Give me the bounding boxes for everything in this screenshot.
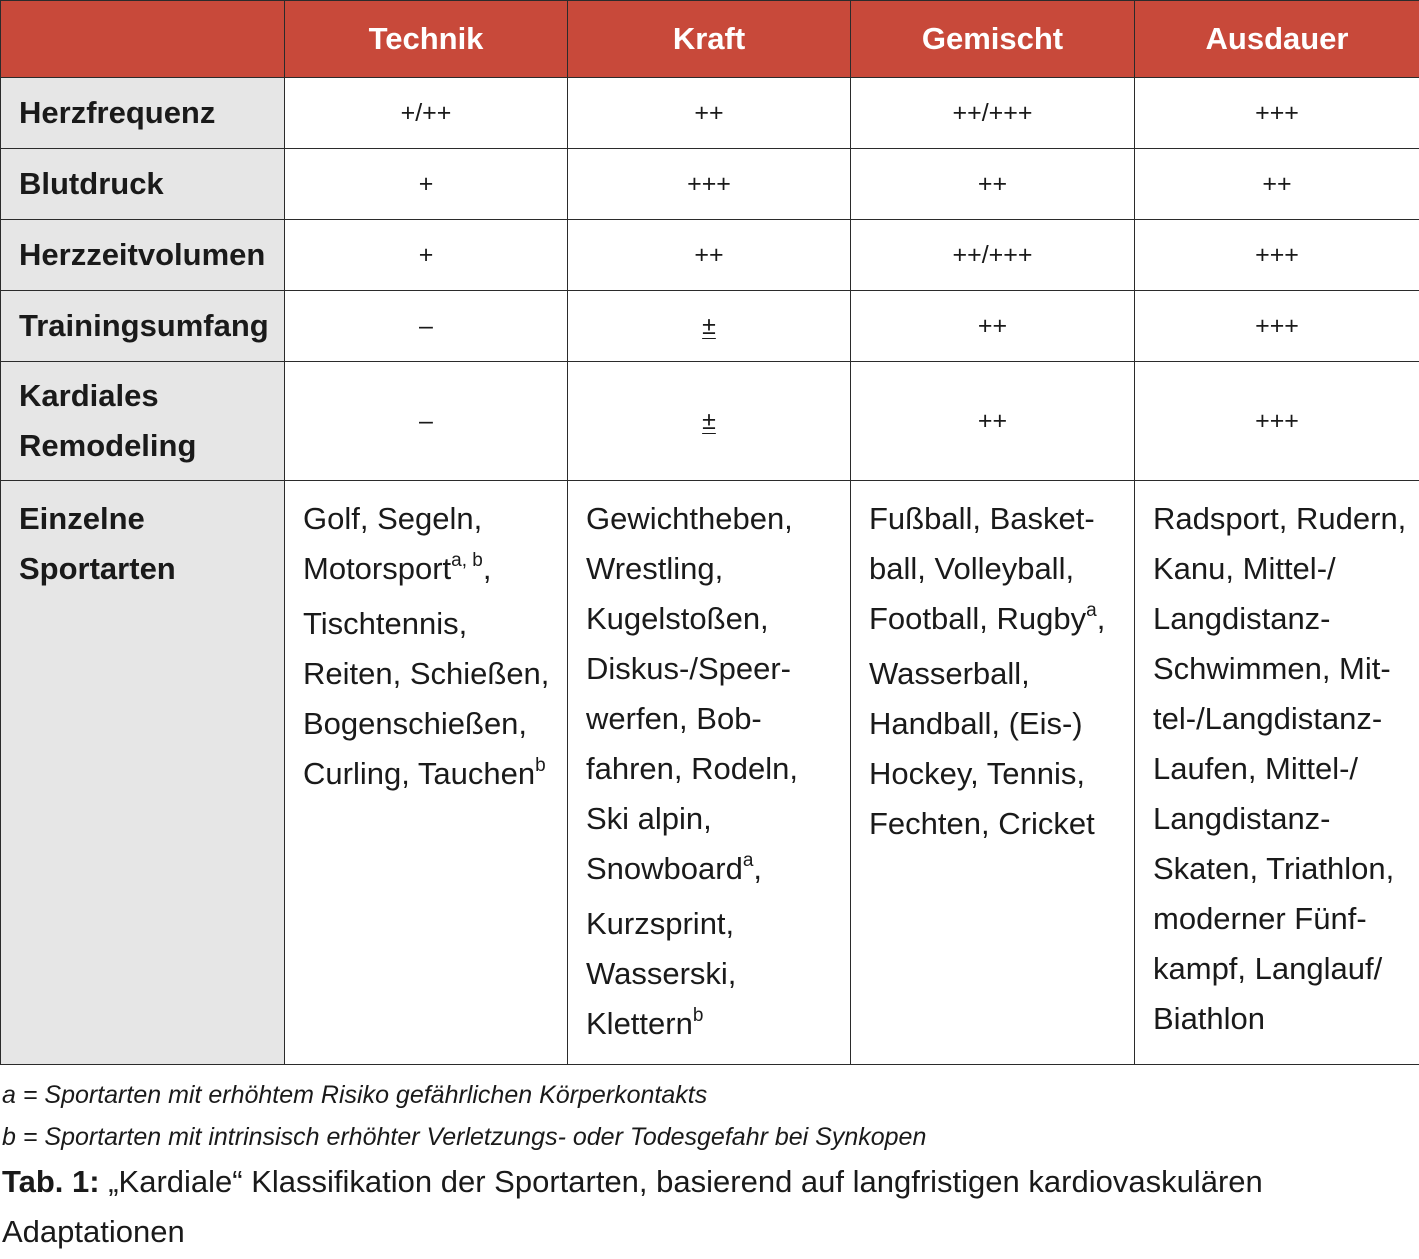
sports-list-technik xyxy=(285,481,568,1065)
sport-list-line xyxy=(586,694,844,744)
sport-list-line xyxy=(586,899,844,949)
sport-list-line xyxy=(586,594,844,644)
sport-text: Kugelstoßen, xyxy=(586,601,769,636)
sports-list-gemischt xyxy=(851,481,1135,1065)
row-label-blutdruck xyxy=(1,149,285,220)
sport-list-line xyxy=(1153,594,1413,644)
sport-text: kampf, Langlauf/ xyxy=(1153,951,1383,986)
sport-text: Reiten, Schießen, xyxy=(303,656,550,691)
row-label-text: Blutdruck xyxy=(19,166,164,201)
row-label-herzzeitvolumen xyxy=(1,220,285,291)
sport-text: Snowboard xyxy=(586,851,743,886)
sport-text: Curling, Tauchen xyxy=(303,756,536,791)
sport-text: Fechten, Cricket xyxy=(869,806,1095,841)
sport-list-line xyxy=(869,649,1128,699)
sport-text: Skaten, Triathlon, xyxy=(1153,851,1395,886)
table-cell: ++ xyxy=(851,362,1135,481)
sport-list-line xyxy=(586,494,844,544)
row-label-text: Herzfrequenz xyxy=(19,95,216,130)
footnote-marker: b xyxy=(692,1005,704,1026)
sport-text: Schwimmen, Mit- xyxy=(1153,651,1391,686)
sport-text: Motorsport xyxy=(303,551,452,586)
column-header-gemischt: Gemischt xyxy=(851,1,1135,78)
sport-list-line xyxy=(1153,794,1413,844)
footnote-marker: b xyxy=(535,755,546,776)
sports-list-ausdauer xyxy=(1135,481,1419,1065)
sport-text: Langdistanz- xyxy=(1153,801,1331,836)
sport-list-line xyxy=(586,844,844,899)
sport-text: Wrestling, xyxy=(586,551,724,586)
table-row xyxy=(1,78,1419,149)
table-row xyxy=(1,362,1419,481)
column-header-ausdauer: Ausdauer xyxy=(1135,1,1419,78)
sport-list-line xyxy=(869,494,1128,544)
table-cell: + xyxy=(285,149,568,220)
sport-list-line xyxy=(586,644,844,694)
caption-text: „Kardiale“ Klassifikation der Sportarten, basierend auf langfristigen kardiovaskulären Adaptationen xyxy=(2,1164,1263,1249)
sport-text: Fußball, Basket- xyxy=(869,501,1095,536)
sport-list-line xyxy=(303,649,561,699)
row-label-text: Kardiales xyxy=(19,378,159,413)
sport-text: Langdistanz- xyxy=(1153,601,1331,636)
row-label-einzelne-sportarten xyxy=(1,481,285,1065)
sport-list-line xyxy=(1153,944,1413,994)
table-row xyxy=(1,291,1419,362)
sport-text: werfen, Bob- xyxy=(586,701,762,736)
sport-list-line xyxy=(586,999,844,1054)
table-cell: +++ xyxy=(1135,291,1419,362)
footnotes xyxy=(2,1074,926,1158)
sport-text-suffix: , xyxy=(753,851,763,886)
table-cell: ++ xyxy=(851,291,1135,362)
sport-text: fahren, Rodeln, xyxy=(586,751,798,786)
row-label-text: Sportarten xyxy=(19,551,176,586)
plus-minus-value: ± xyxy=(702,311,716,340)
sport-list-line xyxy=(586,744,844,794)
sport-list-line xyxy=(1153,844,1413,894)
sport-text: ball, Volleyball, xyxy=(869,551,1075,586)
header-row xyxy=(1,1,1419,78)
sport-text: tel-/Langdistanz- xyxy=(1153,701,1383,736)
sport-text: Kanu, Mittel-/ xyxy=(1153,551,1336,586)
header-corner-cell xyxy=(1,1,285,78)
sport-list-line xyxy=(586,949,844,999)
sport-text-suffix: , xyxy=(482,551,492,586)
plus-minus-value: ± xyxy=(702,406,716,435)
table-row-sports xyxy=(1,481,1419,1065)
sports-list-kraft xyxy=(568,481,851,1065)
table-cell: ++/+++ xyxy=(851,78,1135,149)
sport-list-line xyxy=(303,494,561,544)
table-cell: +++ xyxy=(568,149,851,220)
sport-text: Kurzsprint, xyxy=(586,906,735,941)
sport-list-line xyxy=(586,544,844,594)
sport-text: Biathlon xyxy=(1153,1001,1266,1036)
row-label-text: Trainingsumfang xyxy=(19,308,269,343)
sport-text: Football, Rugby xyxy=(869,601,1087,636)
row-label-trainingsumfang xyxy=(1,291,285,362)
sport-text: Tischtennis, xyxy=(303,606,468,641)
footnote-marker: a xyxy=(742,850,754,871)
sport-list-line xyxy=(1153,744,1413,794)
sport-text: Laufen, Mittel-/ xyxy=(1153,751,1359,786)
column-header-kraft: Kraft xyxy=(568,1,851,78)
sport-text-suffix: , xyxy=(1096,601,1106,636)
table-cell: ++ xyxy=(851,149,1135,220)
sport-list-line xyxy=(869,749,1128,799)
sport-list-line xyxy=(869,699,1128,749)
sport-list-line xyxy=(303,699,561,749)
sport-list-line xyxy=(1153,694,1413,744)
sport-list-line xyxy=(1153,994,1413,1044)
sport-list-line xyxy=(1153,644,1413,694)
sport-list-line xyxy=(303,749,561,804)
footnote-b: b = Sportarten mit intrinsisch erhöhter Verletzungs- oder Todesgefahr bei Synkopen xyxy=(2,1123,927,1151)
row-label-kardiales-remodeling xyxy=(1,362,285,481)
table-cell: ++ xyxy=(568,78,851,149)
sport-text: Handball, (Eis-) xyxy=(869,706,1083,741)
sport-text: Ski alpin, xyxy=(586,801,712,836)
sport-text: Klettern xyxy=(586,1006,693,1041)
table-cell: ++ xyxy=(1135,149,1419,220)
table-cell: +++ xyxy=(1135,220,1419,291)
column-header-technik: Technik xyxy=(285,1,568,78)
table-cell: + xyxy=(285,220,568,291)
sport-text: Wasserball, xyxy=(869,656,1030,691)
table-cell: +++ xyxy=(1135,78,1419,149)
sport-text: Bogenschießen, xyxy=(303,706,528,741)
table-cell: ++ xyxy=(568,220,851,291)
caption-label: Tab. 1: xyxy=(2,1164,100,1199)
sport-list-line xyxy=(869,544,1128,594)
sport-text: Diskus-/Speer- xyxy=(586,651,791,686)
footnote-marker: a, b xyxy=(451,550,483,571)
table-cell: – xyxy=(285,291,568,362)
sport-text: Golf, Segeln, xyxy=(303,501,483,536)
table-cell xyxy=(568,362,851,481)
table-cell: – xyxy=(285,362,568,481)
footnote-marker: a xyxy=(1086,600,1097,621)
row-label-text: Remodeling xyxy=(19,428,197,463)
sport-text: Wasserski, xyxy=(586,956,737,991)
footnote-a: a = Sportarten mit erhöhtem Risiko gefährlichen Körperkontakts xyxy=(2,1081,708,1109)
sport-list-line xyxy=(1153,494,1413,544)
table-cell: ++/+++ xyxy=(851,220,1135,291)
table-cell: +++ xyxy=(1135,362,1419,481)
table-row xyxy=(1,220,1419,291)
sport-text: Gewichtheben, xyxy=(586,501,793,536)
sport-text: moderner Fünf- xyxy=(1153,901,1367,936)
sport-list-line xyxy=(1153,894,1413,944)
row-label-herzfrequenz xyxy=(1,78,285,149)
sport-list-line xyxy=(303,544,561,599)
sport-list-line xyxy=(869,594,1128,649)
table-caption xyxy=(2,1157,1402,1257)
sport-list-line xyxy=(869,799,1128,849)
sport-list-line xyxy=(303,599,561,649)
sport-list-line xyxy=(1153,544,1413,594)
row-label-text: Herzzeitvolumen xyxy=(19,237,266,272)
sport-text: Radsport, Rudern, xyxy=(1153,501,1407,536)
sport-list-line xyxy=(586,794,844,844)
row-label-text: Einzelne xyxy=(19,501,145,536)
table-row xyxy=(1,149,1419,220)
sport-text: Hockey, Tennis, xyxy=(869,756,1085,791)
table-cell xyxy=(568,291,851,362)
table-cell: +/++ xyxy=(285,78,568,149)
